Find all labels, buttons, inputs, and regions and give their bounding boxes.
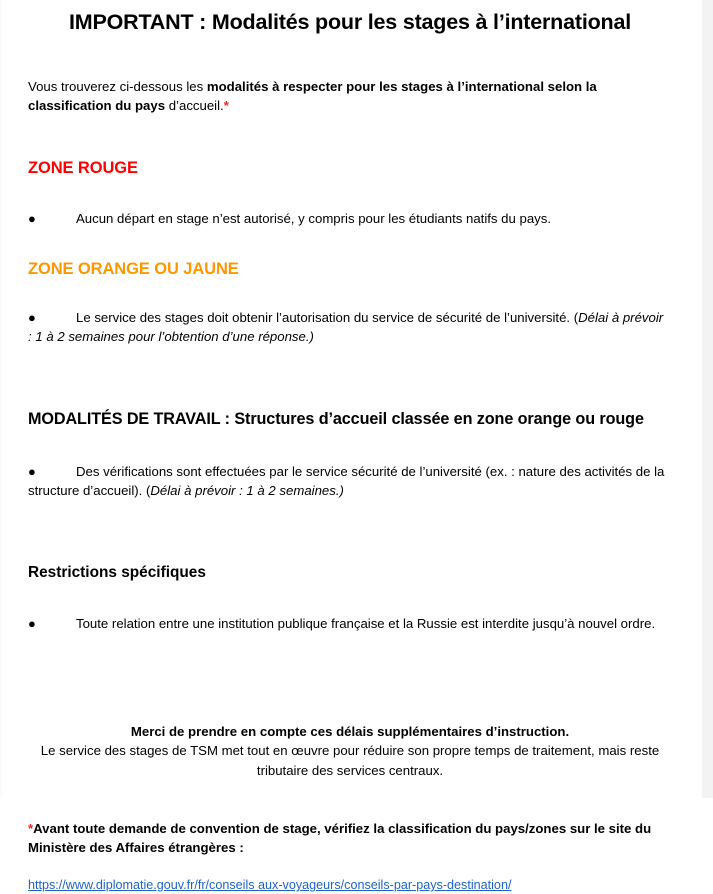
bullet-text: Le service des stages doit obtenir l’autorisation du service de sécurité de l’université. ( <box>76 309 579 325</box>
intro-asterisk-marker: * <box>223 98 229 113</box>
footnote-text: Avant toute demande de convention de stage, vérifiez la classification du pays/zones sur le site du Ministère des Affaires étrangères : <box>28 821 652 855</box>
bullet-marker-icon: ● <box>28 309 36 325</box>
bullet-marker-icon: ● <box>28 616 36 632</box>
page-title: IMPORTANT : Modalités pour les stages à l’international <box>68 10 631 34</box>
closing-note <box>0 722 700 781</box>
footnote-asterisk-marker: * <box>28 821 34 836</box>
section-heading-restrictions-specifiques: Restrictions spécifiques <box>28 564 206 582</box>
spacer-4 <box>0 279 700 294</box>
intro-text-bold: modalités à respecter pour les stages à l’international selon la classification du pays <box>28 79 597 113</box>
bullet-text: Toute relation entre une institution publique française et la Russie est interdite jusqu’à nouvel ordre. <box>76 616 656 632</box>
spacer-10 <box>0 780 700 819</box>
bullet-marker-icon: ● <box>28 463 36 479</box>
spacer-3 <box>0 241 700 259</box>
spacer-6 <box>0 432 700 449</box>
diplomatie-gouv-link[interactable]: https://www.diplomatie.gouv.fr/fr/conseils aux-voyageurs/conseils-par-pays-destination/ <box>28 878 512 892</box>
bullet-marker-icon: ● <box>28 211 36 227</box>
bullet-zone-orange-1 <box>0 308 700 346</box>
bullet-restrictions-1 <box>0 614 700 633</box>
intro-text-before: Vous trouverez ci-dessous les <box>28 79 207 94</box>
section-heading-modalites-de-travail: MODALITÉS DE TRAVAIL : Structures d’accueil classée en zone orange ou rouge <box>28 409 644 428</box>
bullet-modalites-1 <box>0 462 700 500</box>
spacer-7 <box>0 513 700 563</box>
closing-bold-line: Merci de prendre en compte ces délais supplémentaires d’instruction. <box>130 723 570 739</box>
section-heading-zone-rouge: ZONE ROUGE <box>28 159 138 177</box>
section-heading-zone-orange-jaune: ZONE ORANGE OU JAUNE <box>28 260 239 279</box>
external-link-line <box>0 876 700 894</box>
spacer-8 <box>0 583 700 601</box>
bullet-text-italic: Délai à prévoir : 1 à 2 semaines.) <box>150 482 344 498</box>
spacer-9 <box>0 647 700 722</box>
page-right-edge <box>702 0 713 798</box>
spacer-1 <box>0 115 700 158</box>
closing-body-line: Le service des stages de TSM met tout en œuvre pour réduire son propre temps de traitement, mais reste tributaire des services centraux. <box>40 743 660 778</box>
bullet-text: Aucun départ en stage n’est autorisé, y compris pour les étudiants natifs du pays. <box>76 211 552 227</box>
footnote-paragraph <box>0 819 700 857</box>
spacer-5 <box>0 359 700 407</box>
bullet-text-italic: Délai à prévoir : 1 à 2 semaines pour l’obtention d’une réponse.) <box>28 309 664 344</box>
spacer-2 <box>0 178 700 196</box>
intro-paragraph <box>0 35 700 115</box>
spacer-11 <box>0 857 700 876</box>
bullet-zone-rouge-1 <box>0 209 700 228</box>
bullet-text: Des vérifications sont effectuées par le service sécurité de l’université (ex. : nature des activités de la structure d’accueil). ( <box>28 463 665 498</box>
intro-text-after: d’accueil. <box>165 98 224 113</box>
